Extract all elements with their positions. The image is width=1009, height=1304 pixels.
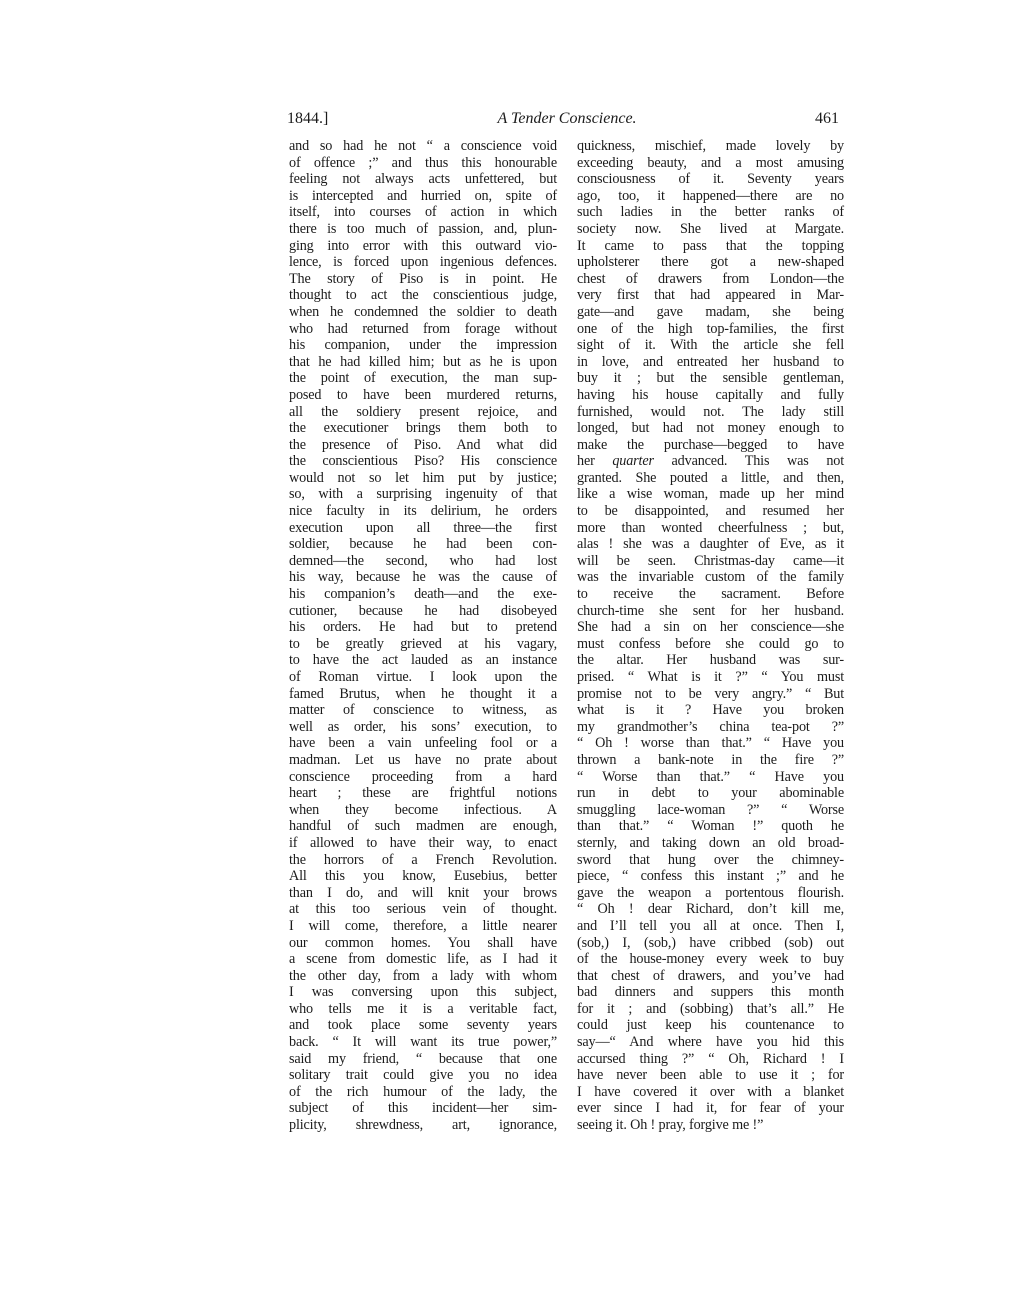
text-line: the point of execution, the man sup- [289,370,557,387]
text-line: She had a sin on her conscience—she [577,619,844,636]
text-line: his orders. He had but to pretend [289,619,557,636]
text-line: soldier, because he had been con- [289,536,557,553]
text-line: one of the high top-families, the first [577,320,844,337]
text-line: chest of drawers from London—the [577,270,844,287]
text-line: handful of such madmen are enough, [289,818,557,835]
text-line: cutioner, because he had disobeyed [289,602,557,619]
text-line: the executioner brings them both to [289,420,557,437]
text-line: run in debt to your abominable [577,785,844,802]
running-header [287,110,847,134]
text-line: there is too much of passion, and, plun- [289,220,557,237]
text-line: and took place some seventy years [289,1017,557,1034]
text-line: gave the weapon a portentous flourish. [577,884,844,901]
text-line: said my friend, “ because that one [289,1050,557,1067]
text-line: The story of Piso is in point. He [289,270,557,287]
text-line: when he condemned the soldier to death [289,303,557,320]
text-line: having his house capitally and fully [577,386,844,403]
text-line: the horrors of a French Revolution. [289,851,557,868]
left-text-column [289,138,557,1134]
header-title: A Tender Conscience. [497,110,637,127]
text-line: accursed thing ?” “ Oh, Richard ! I [577,1050,844,1067]
text-line: I have covered it over with a blanket [577,1083,844,1100]
text-line: gate—and gave madam, she being [577,303,844,320]
text-line: of the house-money every week to buy [577,951,844,968]
text-line: “ Oh ! dear Richard, don’t kill me, [577,901,844,918]
text-line: well as order, his sons’ execution, to [289,718,557,735]
text-line: thought to act the conscientious judge, [289,287,557,304]
text-line: who tells me it is a veritable fact, [289,1000,557,1017]
text-line: posed to have been murdered returns, [289,386,557,403]
text-line: consciousness of it. Seventy years [577,171,844,188]
text-line: I was conversing upon this subject, [289,984,557,1001]
text-line: (sob,) I, (sob,) have cribbed (sob) out [577,934,844,951]
text-line: church-time she sent for her husband. [577,602,844,619]
text-line: than I do, and will knit your brows [289,884,557,901]
text-line: the conscientious Piso? His conscience [289,453,557,470]
text-line: “ Worse than that.” “ Have you [577,768,844,785]
text-line: my grandmother’s china tea-pot ?” [577,718,844,735]
text-line: promise not to be very angry.” “ But [577,685,844,702]
text-line: matter of conscience to witness, as [289,702,557,719]
text-line: “ Oh ! worse than that.” “ Have you [577,735,844,752]
text-line: smuggling lace-woman ?” “ Worse [577,801,844,818]
text-line: his companion’s death—and the exe- [289,586,557,603]
text-line: ging into error with this outward vio- [289,237,557,254]
text-line: execution upon all three—the first [289,519,557,536]
text-line: seeing it. Oh ! pray, forgive me !” [577,1117,764,1134]
text-line: upholsterer there got a new-shaped [577,254,844,271]
text-line: say—“ And where have you hid this [577,1034,844,1051]
text-line: thrown a bank-note in the fire ?” [577,751,844,768]
text-line: who had returned from forage without [289,320,557,337]
text-line: the other day, from a lady with whom [289,967,557,984]
text-line: more than wonted cheerfulness ; but, [577,519,844,536]
page-number: 461 [815,110,839,127]
text-line: the altar. Her husband was sur- [577,652,844,669]
text-line: back. “ It will want its true power,” [289,1034,557,1051]
text-line: longed, but had not money enough to [577,420,844,437]
text-line: and I’ll tell you all at once. Then I, [577,917,844,934]
text-line: heart ; these are frightful notions [289,785,557,802]
text-line: is intercepted and hurried on, spite of [289,187,557,204]
text-line: all the soldiery present rejoice, and [289,403,557,420]
text-line: if allowed to have their way, to enact [289,834,557,851]
text-line: bad dinners and suppers this month [577,984,844,1001]
text-line: so, with a surprising ingenuity of that [289,486,557,503]
text-line: was the invariable custom of the family [577,569,844,586]
text-line: to receive the sacrament. Before [577,586,844,603]
text-line: for it ; and (sobbing) that’s all.” He [577,1000,844,1017]
text-line: madman. Let us have no prate about [289,751,557,768]
text-line: I will come, therefore, a little nearer [289,917,557,934]
text-line: conscience proceeding from a hard [289,768,557,785]
text-line: such ladies in the better ranks of [577,204,844,221]
right-text-column [577,138,844,1134]
text-line: of offence ;” and thus this honourable [289,154,557,171]
text-line: at this too serious vein of thought. [289,901,557,918]
text-line: feeling not always acts unfettered, but [289,171,557,188]
text-line: ago, too, it happened—there are no [577,187,844,204]
text-line: make the purchase—begged to have [577,436,844,453]
text-line: plicity, shrewdness, art, ignorance, [289,1117,557,1134]
text-line: lence, is forced upon ingenious defences. [289,254,557,271]
text-line: will be seen. Christmas-day came—it [577,552,844,569]
text-line: in love, and entreated her husband to [577,353,844,370]
text-line: sternly, and taking down an old broad- [577,834,844,851]
text-line: famed Brutus, when he thought it a [289,685,557,702]
text-line: prised. “ What is it ?” “ You must [577,669,844,685]
text-line: solitary trait could give you no idea [289,1067,557,1084]
text-line: and so had he not “ a conscience void [289,138,557,154]
text-line: like a wise woman, made up her mind [577,486,844,503]
text-line: alas ! she was a daughter of Eve, as it [577,536,844,553]
text-line: buy it ; but the sensible gentleman, [577,370,844,387]
text-line: his way, because he was the cause of [289,569,557,586]
text-line: of Roman virtue. I look upon the [289,669,557,685]
text-line: what is it ? Have you broken [577,702,844,719]
text-line: nice faculty in its delirium, he orders [289,503,557,520]
text-line: It came to pass that the topping [577,237,844,254]
header-year: 1844.] [287,110,329,127]
text-line: subject of this incident—her sim- [289,1100,557,1117]
text-line: to have the act lauded as an instance [289,652,557,669]
text-line: of the rich humour of the lady, the [289,1083,557,1100]
text-line: society now. She lived at Margate. [577,220,844,237]
text-line: granted. She pouted a little, and then, [577,469,844,486]
text-line: furnished, would not. The lady still [577,403,844,420]
text-line: to be greatly grieved at his vagary, [289,635,557,652]
text-line: that he had killed him; but as he is upon [289,353,557,370]
text-line: must confess before she could go to [577,635,844,652]
text-line: her quarter advanced. This was not [577,453,844,470]
text-line: his companion, under the impression [289,337,557,354]
text-line: exceeding beauty, and a most amusing [577,154,844,171]
text-line: when they become infectious. A [289,801,557,818]
text-line: would not so let him put by justice; [289,469,557,486]
text-line: very first that had appeared in Mar- [577,287,844,304]
text-line: demned—the second, who had lost [289,552,557,569]
text-line: itself, into courses of action in which [289,204,557,221]
text-line: our common homes. You shall have [289,934,557,951]
text-line: than that.” “ Woman !” quoth he [577,818,844,835]
text-line: piece, “ confess this instant ;” and he [577,868,844,885]
text-line: a scene from domestic life, as I had it [289,951,557,968]
text-line: have been a vain unfeeling fool or a [289,735,557,752]
text-line: sword that hung over the chimney- [577,851,844,868]
text-line: ever since I had it, for fear of your [577,1100,844,1117]
text-line: sight of it. With the article she fell [577,337,844,354]
text-line: All this you know, Eusebius, better [289,868,557,885]
text-line: could just keep his countenance to [577,1017,844,1034]
text-line: have never been able to use it ; for [577,1067,844,1084]
text-line: the presence of Piso. And what did [289,436,557,453]
text-line: to be disappointed, and resumed her [577,503,844,520]
text-line: that chest of drawers, and you’ve had [577,967,844,984]
text-line: quickness, mischief, made lovely by [577,138,844,154]
